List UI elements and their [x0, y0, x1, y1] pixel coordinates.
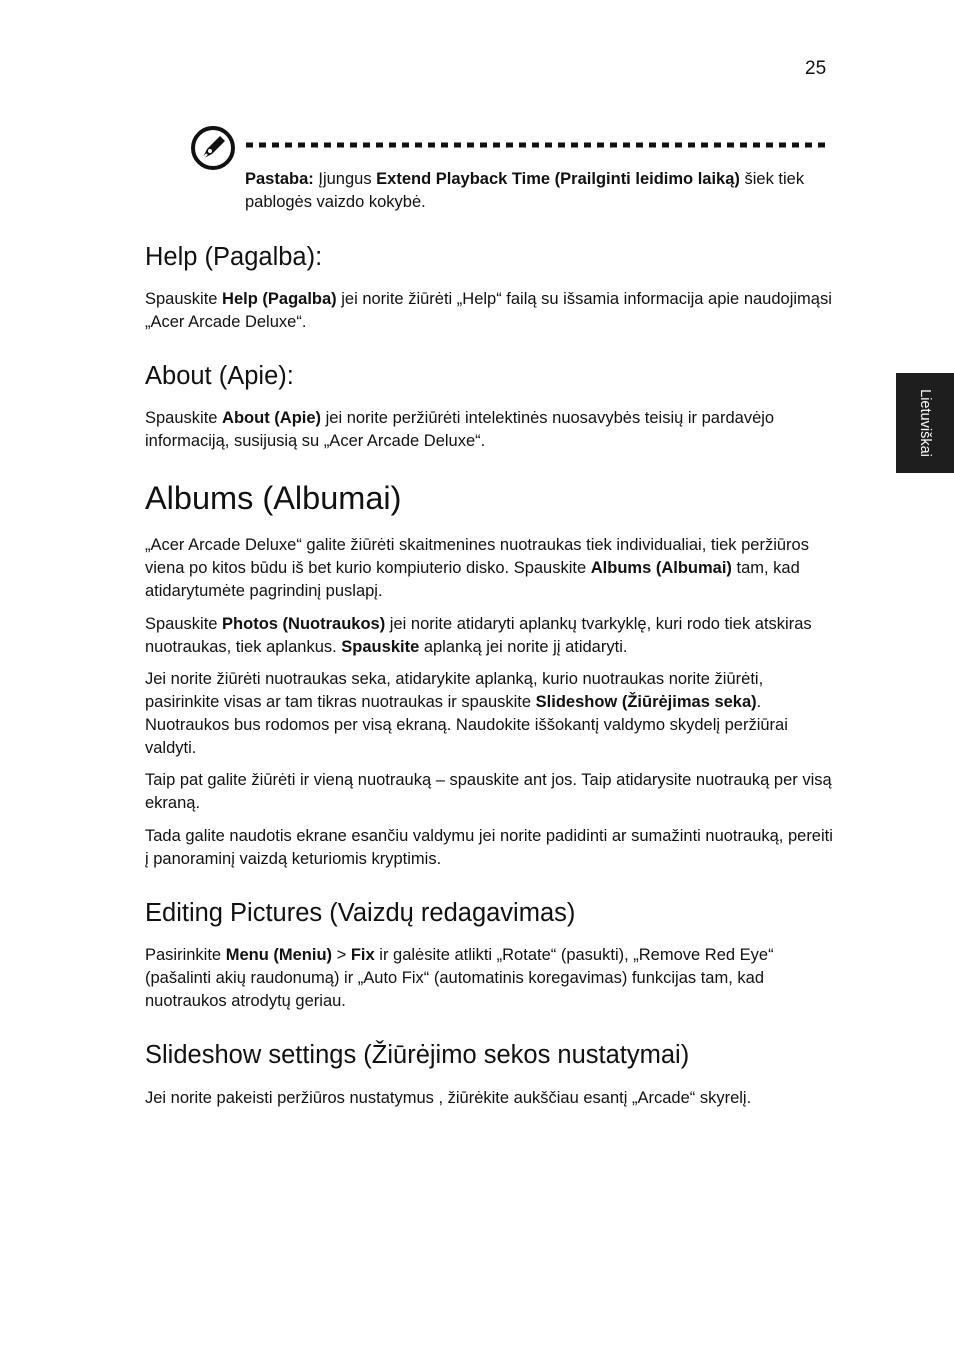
- slideshow-heading: Slideshow settings (Žiūrėjimo sekos nustatymai): [145, 1041, 690, 1069]
- albums-paragraph-1: [145, 534, 835, 603]
- editing-text-3: ir galėsite atlikti „Rotate“ (pasukti), „Remove Red Eye“ (pašalinti akių raudonumą) ir „Auto Fix“ (automatinis koregavimas) funkcijas tam, kad nuotraukos atrodytų geriau.: [145, 946, 774, 1010]
- note-text-1: Įjungus: [313, 170, 377, 188]
- help-paragraph: [145, 288, 835, 334]
- albums-p3-bold-1: Slideshow (Žiūrėjimas seka): [535, 693, 757, 711]
- editing-heading: Editing Pictures (Vaizdų redagavimas): [145, 899, 576, 927]
- note-text-2: šiek tiek pablogės vaizdo kokybė.: [245, 170, 805, 211]
- editing-bold-2: Fix: [350, 946, 375, 964]
- help-text-1: Spauskite: [145, 290, 223, 308]
- slideshow-paragraph: Jei norite pakeisti peržiūros nustatymus , žiūrėkite aukščiau esantį „Arcade“ skyrelį.: [145, 1089, 752, 1107]
- albums-p2-text-3: aplanką jei norite jį atidaryti.: [419, 638, 628, 656]
- albums-p2-bold-2: Spauskite: [341, 638, 420, 656]
- about-text-1: Spauskite: [145, 409, 223, 427]
- about-bold-1: About (Apie): [222, 409, 322, 427]
- note-label: Pastaba:: [245, 170, 314, 188]
- editing-paragraph: [145, 944, 835, 1013]
- albums-p3-text-1: Jei norite žiūrėti nuotraukas seka, atidarykite aplanką, kurio nuotraukas norite žiūrėti, pasirinkite visas ar tam tikras nuotraukas ir spauskite: [145, 670, 764, 711]
- page-number: 25: [805, 58, 827, 79]
- help-heading: Help (Pagalba):: [145, 243, 323, 271]
- note-bold-1: Extend Playback Time (Prailginti leidimo laiką): [376, 170, 740, 188]
- side-tab-label: Lietuviškai: [917, 389, 933, 457]
- editing-text-1: Pasirinkite: [145, 946, 226, 964]
- albums-paragraph-4: Taip pat galite žiūrėti ir vieną nuotrauką – spauskite ant jos. Taip atidarysite nuotrauką per visą ekraną.: [145, 771, 832, 812]
- albums-heading: Albums (Albumai): [145, 480, 402, 516]
- editing-bold-1: Menu (Meniu): [225, 946, 333, 964]
- note-text: [245, 168, 835, 214]
- albums-p1-text-1: „Acer Arcade Deluxe“ galite žiūrėti skaitmenines nuotraukas tiek individualiai, tiek peržiūros viena po kitos būdu iš bet kurio kompiuterio disko. Spauskite: [145, 536, 809, 577]
- note-dotted-rule: [246, 141, 831, 149]
- note-pen-icon: [189, 124, 237, 172]
- albums-p3-text-2: . Nuotraukos bus rodomos per visą ekraną. Naudokite iššokantį valdymo skydelį peržiūrai valdyti.: [145, 693, 788, 757]
- language-side-tab: [896, 373, 954, 473]
- albums-p2-text-2: jei norite atidaryti aplankų tvarkyklę, kuri rodo tiek atskiras nuotraukas, tiek aplankus.: [145, 615, 812, 656]
- albums-p2-bold-1: Photos (Nuotraukos): [222, 615, 386, 633]
- editing-text-2: >: [332, 946, 351, 964]
- about-paragraph: [145, 407, 835, 453]
- help-bold-1: Help (Pagalba): [222, 290, 337, 308]
- albums-paragraph-2: [145, 613, 835, 659]
- about-heading: About (Apie):: [145, 362, 294, 390]
- about-text-2: jei norite peržiūrėti intelektinės nuosavybės teisių ir pardavėjo informaciją, susijusią su „Acer Arcade Deluxe“.: [145, 409, 775, 450]
- albums-p1-bold-1: Albums (Albumai): [590, 559, 732, 577]
- albums-paragraph-3: [145, 668, 835, 760]
- albums-paragraph-5: Tada galite naudotis ekrane esančiu valdymu jei norite padidinti ar sumažinti nuotrauką, pereiti į panoraminį vaizdą keturiomis kryptimis.: [145, 827, 833, 868]
- help-text-2: jei norite žiūrėti „Help“ failą su išsamia informacija apie naudojimąsi „Acer Arcade Deluxe“.: [145, 290, 832, 331]
- albums-p2-text-1: Spauskite: [145, 615, 223, 633]
- albums-p1-text-2: tam, kad atidarytumėte pagrindinį puslapį.: [145, 559, 800, 600]
